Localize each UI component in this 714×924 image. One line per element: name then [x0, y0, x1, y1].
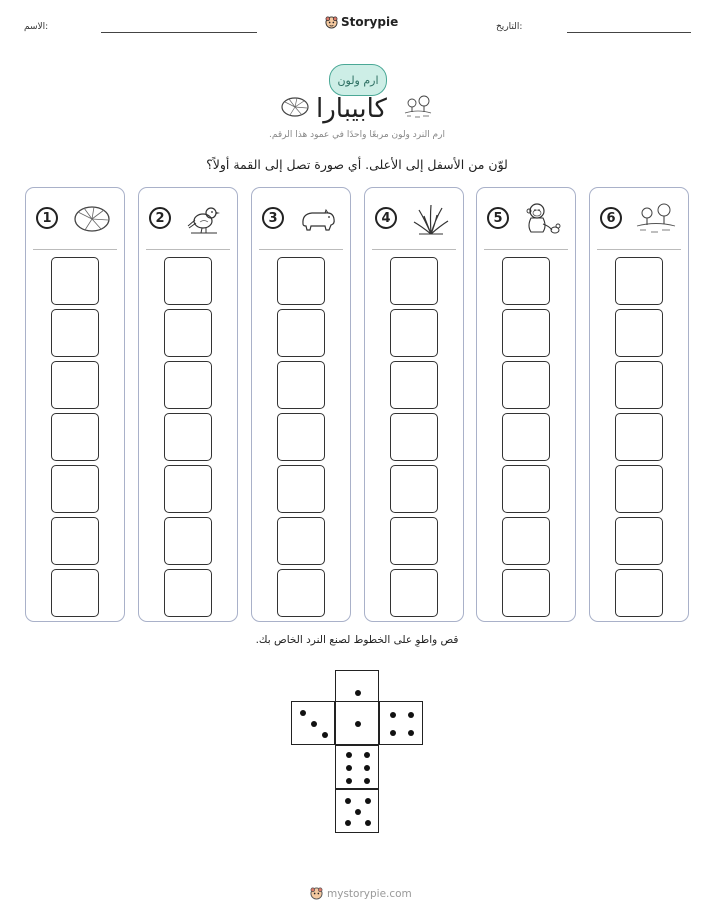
color-cell[interactable]	[51, 309, 99, 357]
color-cell[interactable]	[51, 413, 99, 461]
color-cell[interactable]	[502, 465, 550, 513]
dice-face	[335, 789, 379, 833]
column-3	[251, 187, 351, 622]
color-cell[interactable]	[615, 465, 663, 513]
footer-url: mystorypie.com	[327, 887, 412, 900]
tree-landscape-icon	[636, 202, 676, 236]
color-cell[interactable]	[615, 361, 663, 409]
dice-pip	[390, 712, 396, 718]
column-1	[25, 187, 125, 622]
dice-pip	[365, 798, 371, 804]
dice-face	[335, 701, 379, 745]
color-cell[interactable]	[51, 517, 99, 565]
capybara-icon	[298, 202, 338, 236]
dice-pip	[346, 778, 352, 784]
column-number: 2	[149, 207, 171, 229]
grass-icon	[411, 202, 451, 236]
cut-instruction: قص واطوِ على الخطوط لصنع النرد الخاص بك.	[255, 634, 459, 646]
date-line	[567, 32, 691, 33]
color-cell[interactable]	[502, 517, 550, 565]
dice-pip	[300, 710, 306, 716]
color-cell[interactable]	[164, 517, 212, 565]
dice-pip	[355, 721, 361, 727]
column-6	[589, 187, 689, 622]
color-cell[interactable]	[277, 517, 325, 565]
color-cell[interactable]	[390, 465, 438, 513]
color-cell[interactable]	[502, 413, 550, 461]
color-cell[interactable]	[390, 309, 438, 357]
color-cell[interactable]	[502, 309, 550, 357]
column-number: 4	[375, 207, 397, 229]
color-cell[interactable]	[164, 413, 212, 461]
column-number: 5	[487, 207, 509, 229]
name-line	[101, 32, 257, 33]
column-number: 1	[36, 207, 58, 229]
bird-icon	[185, 202, 225, 236]
name-label: الاسم:	[24, 22, 49, 32]
color-cell[interactable]	[164, 257, 212, 305]
monkey-icon	[523, 202, 563, 236]
color-cell[interactable]	[615, 517, 663, 565]
dice-pip	[355, 690, 361, 696]
color-cell[interactable]	[277, 257, 325, 305]
color-cell[interactable]	[277, 465, 325, 513]
color-cell[interactable]	[390, 257, 438, 305]
question-text: لوّن من الأسفل إلى الأعلى. أي صورة تصل إلى القمة أولاً؟	[206, 157, 508, 172]
color-cell[interactable]	[164, 465, 212, 513]
color-cell[interactable]	[390, 361, 438, 409]
dice-pip	[345, 820, 351, 826]
column-divider	[372, 249, 456, 250]
color-cell[interactable]	[502, 257, 550, 305]
date-label: التاريخ:	[496, 22, 523, 32]
color-cell[interactable]	[277, 413, 325, 461]
storypie-mascot-icon	[325, 16, 338, 29]
dice-pip	[346, 752, 352, 758]
color-cell[interactable]	[615, 257, 663, 305]
dice-pip	[364, 778, 370, 784]
color-cell[interactable]	[390, 569, 438, 617]
color-cell[interactable]	[164, 361, 212, 409]
column-number: 6	[600, 207, 622, 229]
column-divider	[146, 249, 230, 250]
color-cell[interactable]	[390, 413, 438, 461]
color-cell[interactable]	[615, 569, 663, 617]
column-divider	[597, 249, 681, 250]
column-divider	[484, 249, 568, 250]
dice-pip	[408, 712, 414, 718]
color-cell[interactable]	[51, 361, 99, 409]
dice-face	[291, 701, 335, 745]
subtitle: ارم النرد ولون مربعًا واحدًا في عمود هذا الرقم.	[269, 130, 445, 140]
storypie-logo	[325, 15, 398, 29]
dice-pip	[364, 765, 370, 771]
column-2	[138, 187, 238, 622]
color-cell[interactable]	[502, 569, 550, 617]
tree-landscape-icon	[403, 95, 433, 119]
roll-and-color-badge: ارم ولون	[329, 64, 387, 96]
color-cell[interactable]	[277, 569, 325, 617]
color-cell[interactable]	[615, 413, 663, 461]
lily-pad-icon	[72, 202, 112, 236]
color-cell[interactable]	[615, 309, 663, 357]
dice-pip	[346, 765, 352, 771]
footer	[310, 887, 412, 900]
dice-pip	[365, 820, 371, 826]
color-cell[interactable]	[390, 517, 438, 565]
dice-pip	[390, 730, 396, 736]
dice-pip	[408, 730, 414, 736]
brand-name: Storypie	[341, 15, 399, 29]
color-cell[interactable]	[51, 465, 99, 513]
lily-pad-icon	[280, 96, 310, 118]
dice-face	[379, 701, 423, 745]
color-cell[interactable]	[502, 361, 550, 409]
color-cell[interactable]	[277, 309, 325, 357]
storypie-mascot-icon	[310, 887, 323, 900]
column-divider	[33, 249, 117, 250]
dice-pip	[322, 732, 328, 738]
dice-pip	[364, 752, 370, 758]
color-cell[interactable]	[51, 257, 99, 305]
dice-face	[335, 670, 379, 714]
column-4	[364, 187, 464, 622]
page-title: كابيبارا	[316, 94, 387, 124]
column-5	[476, 187, 576, 622]
dice-face	[335, 745, 379, 789]
color-cell[interactable]	[51, 569, 99, 617]
column-divider	[259, 249, 343, 250]
color-cell[interactable]	[164, 309, 212, 357]
dice-pip	[355, 809, 361, 815]
color-cell[interactable]	[164, 569, 212, 617]
column-number: 3	[262, 207, 284, 229]
dice-pip	[311, 721, 317, 727]
color-cell[interactable]	[277, 361, 325, 409]
dice-pip	[345, 798, 351, 804]
